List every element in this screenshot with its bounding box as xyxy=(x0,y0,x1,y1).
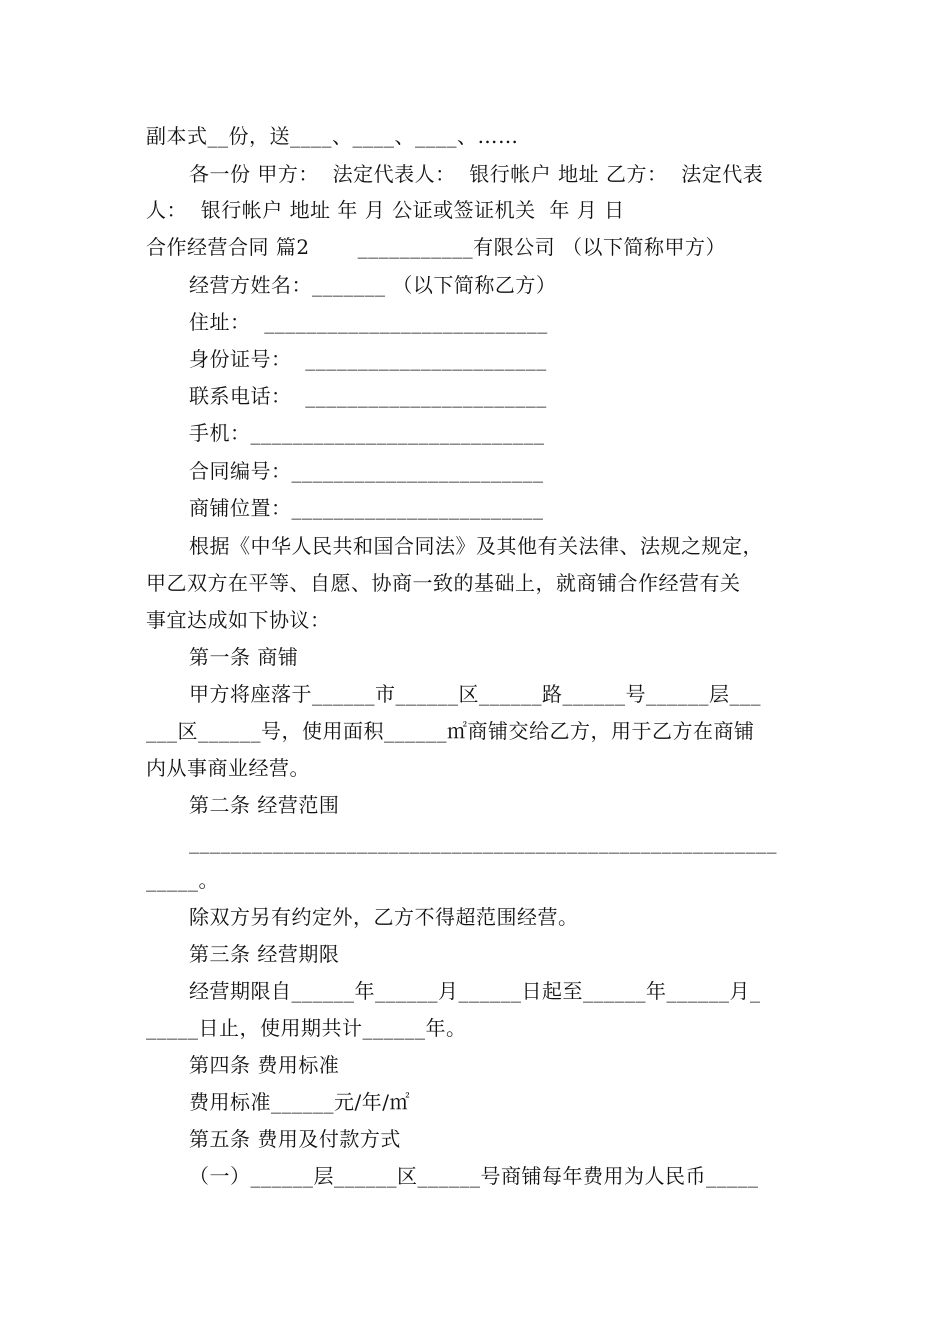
text-line: 各一份 甲方： 法定代表人： 银行帐户 地址 乙方： 法定代表 xyxy=(189,162,764,186)
text-line: 内从事商业经营。 xyxy=(146,756,310,780)
text-line: 费用标准______元/年/㎡ xyxy=(189,1090,410,1114)
text-line: 甲乙双方在平等、自愿、协商一致的基础上，就商铺合作经营有关 xyxy=(146,571,741,595)
text-line: （一）______层______区______号商铺每年费用为人民币_____ xyxy=(189,1164,759,1188)
text-line: ________________________________________________________ xyxy=(189,830,777,854)
text-line: _____日止，使用期共计______年。 xyxy=(146,1016,467,1040)
text-line: 手机：____________________________ xyxy=(189,421,545,445)
text-line: 合作经营合同 篇2 ___________有限公司 （以下简称甲方） xyxy=(146,235,726,259)
text-line: 第三条 经营期限 xyxy=(189,942,340,966)
text-line: 经营方姓名：_______ （以下简称乙方） xyxy=(189,273,557,297)
text-line: 经营期限自______年______月______日起至______年______月_ xyxy=(189,979,761,1003)
text-line: ___区______号，使用面积______㎡商铺交给乙方，用于乙方在商铺 xyxy=(146,719,755,743)
text-line: 除双方另有约定外，乙方不得超范围经营。 xyxy=(189,905,579,929)
text-line: 联系电话： _______________________ xyxy=(189,384,547,408)
text-line: 根据《中华人民共和国合同法》及其他有关法律、法规之规定， xyxy=(189,534,763,558)
text-line: 住址： ___________________________ xyxy=(189,310,548,334)
text-line: 合同编号：________________________ xyxy=(189,459,544,483)
text-line: 甲方将座落于______市______区______路______号______层___ xyxy=(189,682,761,706)
text-line: 第二条 经营范围 xyxy=(189,793,340,817)
text-line: 第一条 商铺 xyxy=(189,645,299,669)
text-line: 人： 银行帐户 地址 年 月 公证或签证机关 年 月 日 xyxy=(146,198,625,222)
text-line: _____。 xyxy=(146,868,219,892)
text-line: 商铺位置：________________________ xyxy=(189,496,544,520)
text-line: 副本式__份，送____、____、____、…… xyxy=(146,124,519,148)
text-line: 第五条 费用及付款方式 xyxy=(189,1127,401,1151)
text-line: 身份证号： _______________________ xyxy=(189,347,547,371)
text-line: 事宜达成如下协议： xyxy=(146,608,331,632)
text-line: 第四条 费用标准 xyxy=(189,1053,340,1077)
